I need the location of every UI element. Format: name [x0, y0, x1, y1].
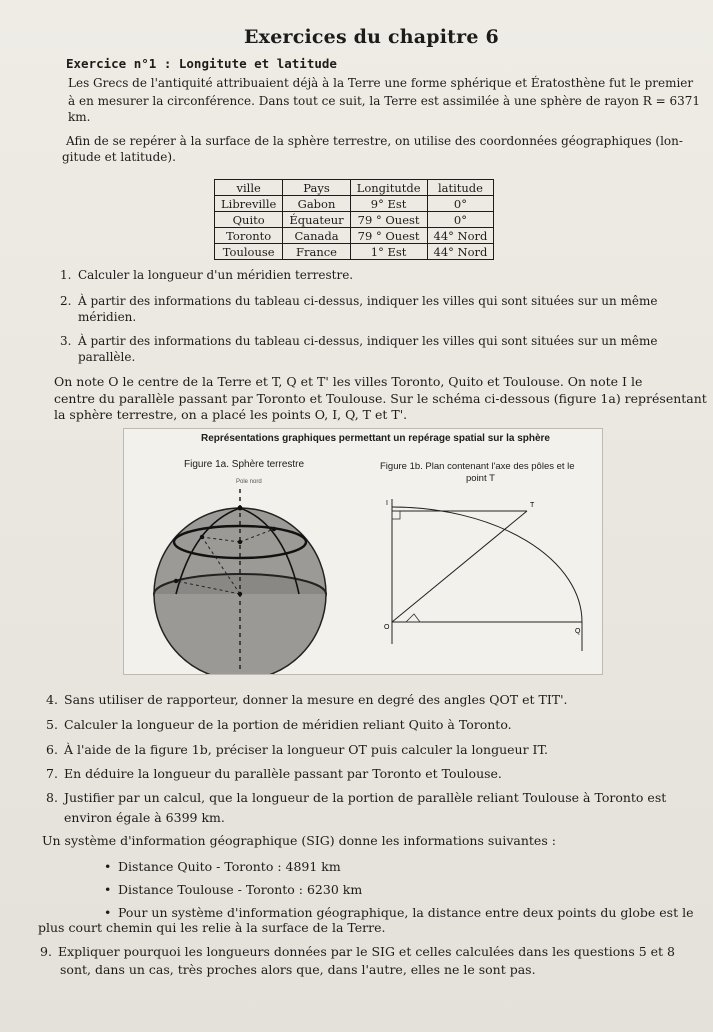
question-2-cont: méridien. [78, 310, 137, 324]
question-text: À l'aide de la figure 1b, préciser la longueur OT puis calculer la longueur IT. [64, 742, 548, 757]
label-I: I [386, 500, 388, 507]
table-cell: 79 ° Ouest [350, 212, 427, 228]
label-O: O [384, 624, 390, 631]
question-number: 1. [60, 268, 72, 282]
context-line-1: On note O le centre de la Terre et T, Q et T' les villes Toronto, Quito et Toulouse. On note I le [54, 374, 643, 389]
intro-line-5: gitude et latitude). [62, 150, 176, 164]
table-row [215, 212, 494, 228]
intro-line-1: Les Grecs de l'antiquité attribuaient déjà à la Terre une forme sphérique et Ératosthène fut le premier [68, 76, 694, 90]
question-7 [46, 766, 502, 783]
table-cell: 0° [427, 196, 494, 212]
question-number: 4. [46, 692, 58, 707]
table-header: latitude [427, 180, 494, 196]
figure-drawings [124, 429, 602, 674]
point-Q [174, 579, 178, 583]
table-cell: Quito [215, 212, 283, 228]
north-pole-point [238, 506, 243, 511]
figure-1b-caption-line-1: Figure 1b. Plan contenant l'axe des pôles et le [380, 461, 575, 472]
question-text: À partir des informations du tableau ci-dessus, indiquer les villes qui sont situées sur un même [78, 294, 658, 308]
question-text: À partir des informations du tableau ci-dessus, indiquer les villes qui sont situées sur un même [78, 334, 658, 348]
table-cell: 44° Nord [427, 228, 494, 244]
point-O [238, 592, 242, 596]
question-8-cont: environ égale à 6399 km. [64, 810, 225, 825]
coordinates-table [214, 179, 494, 260]
question-3 [60, 334, 658, 349]
question-number: 8. [46, 790, 58, 805]
question-text: Justifier par un calcul, que la longueur de la portion de parallèle reliant Toulouse à Toronto est [64, 790, 667, 805]
table-cell: 44° Nord [427, 244, 494, 260]
question-text: Calculer la longueur de la portion de méridien reliant Quito à Toronto. [64, 717, 512, 732]
table-cell: France [283, 244, 350, 260]
table-cell: 0° [427, 212, 494, 228]
figure-1a-caption: Figure 1a. Sphère terrestre [184, 459, 305, 470]
question-number: 6. [46, 742, 58, 757]
question-8 [46, 790, 666, 807]
question-text: En déduire la longueur du parallèle passant par Toronto et Toulouse. [64, 766, 502, 781]
question-3-cont: parallèle. [78, 350, 136, 364]
table-cell: 1° Est [350, 244, 427, 260]
table-header: Pays [283, 180, 350, 196]
context-line-2: centre du parallèle passant par Toronto et Toulouse. Sur le schéma ci-dessous (figure 1a) représentant [54, 391, 707, 406]
question-text: Sans utiliser de rapporteur, donner la mesure en degré des angles QOT et TIT'. [64, 692, 568, 707]
table-cell: 79 ° Ouest [350, 228, 427, 244]
table-header: ville [215, 180, 283, 196]
angle-marker-O [406, 614, 420, 622]
sig-bullet-3-cont: plus court chemin qui les relie à la surface de la Terre. [38, 920, 386, 935]
question-9 [40, 944, 675, 961]
table-cell: Gabon [283, 196, 350, 212]
intro-line-4: Afin de se repérer à la surface de la sphère terrestre, on utilise des coordonnées géographiques (lon- [66, 134, 683, 148]
table-cell: Équateur [283, 212, 350, 228]
question-number: 3. [60, 334, 72, 348]
table-cell: Canada [283, 228, 350, 244]
list-item: • Distance Toulouse - Toronto : 6230 km [104, 878, 693, 901]
label-T: T [530, 502, 535, 509]
label-Q: Q [575, 628, 581, 635]
sig-bullet-list [104, 855, 693, 924]
meridian-arc-1b [392, 507, 582, 651]
figure-1b-caption-line-2: point T [466, 473, 495, 484]
question-6 [46, 742, 548, 759]
question-number: 2. [60, 294, 72, 308]
page-title: Exercices du chapitre 6 [244, 26, 499, 48]
plane-figure-1b [392, 499, 582, 651]
question-number: 7. [46, 766, 58, 781]
point-T [200, 535, 204, 539]
exercise-title: Exercice n°1 : Longitute et latitude [66, 56, 337, 71]
figure-panel [123, 428, 603, 675]
table-row [215, 244, 494, 260]
segment-OT-1b [392, 511, 527, 622]
question-1 [60, 268, 353, 283]
question-4 [46, 692, 568, 709]
point-I [238, 540, 242, 544]
question-5 [46, 717, 512, 734]
question-text: Calculer la longueur d'un méridien terrestre. [78, 268, 354, 282]
figure-title: Représentations graphiques permettant un repérage spatial sur la sphère [201, 433, 550, 444]
question-9-cont: sont, dans un cas, très proches alors que, dans l'autre, elles ne le sont pas. [60, 962, 536, 977]
north-pole-label: Pole nord [236, 479, 262, 485]
table-cell: Toronto [215, 228, 283, 244]
intro-line-3: km. [68, 110, 91, 124]
context-line-3: la sphère terrestre, on a placé les points O, I, Q, T et T'. [54, 407, 408, 422]
intro-line-2: à en mesurer la circonférence. Dans tout ce suit, la Terre est assimilée à une sphère de rayon R = 6371 [68, 94, 701, 108]
question-2 [60, 294, 658, 309]
right-angle-marker-I [392, 511, 400, 519]
table-cell: Libreville [215, 196, 283, 212]
table-cell: 9° Est [350, 196, 427, 212]
sphere-figure-1a [154, 489, 326, 674]
table-header-row [215, 180, 494, 196]
point-T-prime [272, 527, 276, 531]
sig-intro: Un système d'information géographique (SIG) donne les informations suivantes : [42, 833, 556, 848]
table-header: Longitutde [350, 180, 427, 196]
list-item: • Pour un système d'information géographique, la distance entre deux points du globe est le [104, 901, 693, 924]
question-number: 9. [40, 944, 52, 959]
question-text: Expliquer pourquoi les longueurs données par le SIG et celles calculées dans les questions 5 et 8 [58, 944, 675, 959]
list-item: • Distance Quito - Toronto : 4891 km [104, 855, 693, 878]
question-number: 5. [46, 717, 58, 732]
table-row [215, 228, 494, 244]
table-row [215, 196, 494, 212]
table-cell: Toulouse [215, 244, 283, 260]
